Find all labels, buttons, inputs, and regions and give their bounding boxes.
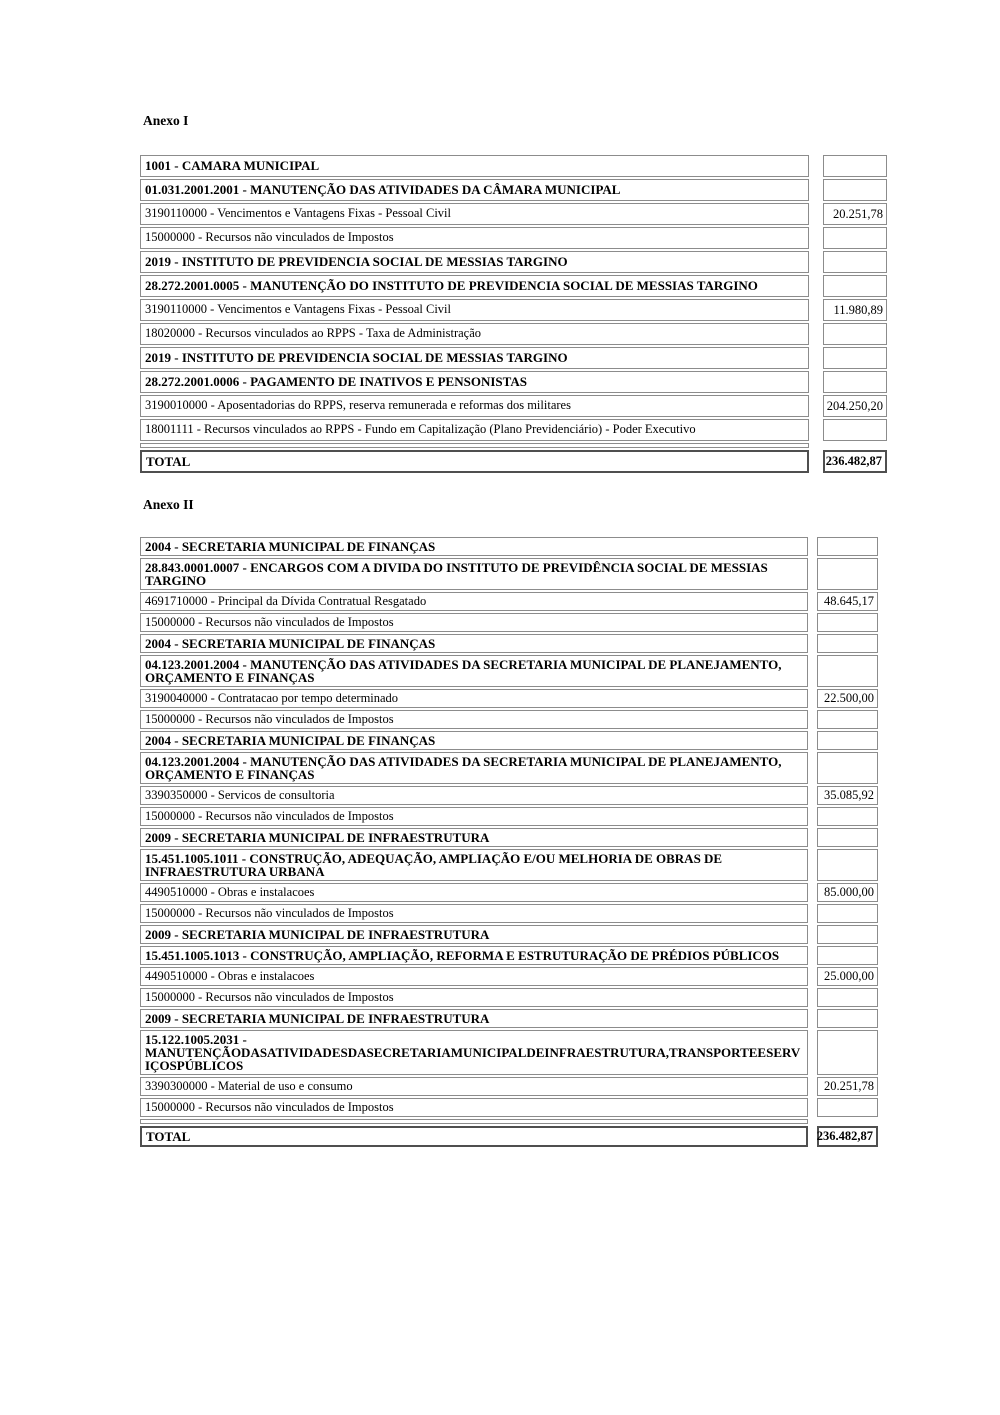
- section-header-row: [140, 925, 878, 944]
- section-header-row: [140, 371, 887, 393]
- section-header-row: [140, 275, 887, 297]
- anexo-2-section: [140, 497, 920, 1149]
- row-description: 15000000 - Recursos não vinculados de Impostos: [140, 807, 808, 826]
- row-description: 18020000 - Recursos vinculados ao RPPS - Taxa de Administração: [140, 323, 809, 345]
- row-description: 3390350000 - Servicos de consultoria: [140, 786, 808, 805]
- row-value: [817, 988, 878, 1007]
- row-description: 04.123.2001.2004 - MANUTENÇÃO DAS ATIVIDADES DA SECRETARIA MUNICIPAL DE PLANEJAMENTO, ORÇAMENTO E FINANÇAS: [140, 752, 808, 784]
- anexo-1-section: [140, 113, 920, 475]
- table-row: [140, 395, 887, 417]
- row-description: 15.451.1005.1013 - CONSTRUÇÃO, AMPLIAÇÃO, REFORMA E ESTRUTURAÇÃO DE PRÉDIOS PÚBLICOS: [140, 946, 808, 965]
- section-header-row: [140, 849, 878, 881]
- table-row: [140, 786, 878, 805]
- row-description: TOTAL: [140, 1126, 808, 1147]
- table-row: [140, 967, 878, 986]
- table-row: [140, 807, 878, 826]
- row-value: [823, 155, 887, 177]
- section-header-row: [140, 752, 878, 784]
- row-value: [817, 1030, 878, 1075]
- row-description: 15.451.1005.1011 - CONSTRUÇÃO, ADEQUAÇÃO, AMPLIAÇÃO E/OU MELHORIA DE OBRAS DE INFRAESTRUTURA URBANA: [140, 849, 808, 881]
- table-row: [140, 592, 878, 611]
- row-value: [823, 227, 887, 249]
- row-value: [817, 731, 878, 750]
- spacer-row: [140, 1119, 878, 1124]
- table-row: [140, 299, 887, 321]
- row-value: 204.250,20: [823, 395, 887, 417]
- row-description: 18001111 - Recursos vinculados ao RPPS - Fundo em Capitalização (Plano Previdenciário) - Poder Executivo: [140, 419, 809, 441]
- row-description: 3190110000 - Vencimentos e Vantagens Fixas - Pessoal Civil: [140, 299, 809, 321]
- row-description: 15000000 - Recursos não vinculados de Impostos: [140, 1098, 808, 1117]
- row-value: [817, 537, 878, 556]
- row-value: 11.980,89: [823, 299, 887, 321]
- row-value: 236.482,87: [823, 450, 887, 473]
- row-description: [140, 1119, 808, 1124]
- row-value: [817, 807, 878, 826]
- table-row: [140, 689, 878, 708]
- table-row: [140, 323, 887, 345]
- section-header-row: [140, 828, 878, 847]
- row-value: [823, 419, 887, 441]
- row-description: 15000000 - Recursos não vinculados de Impostos: [140, 227, 809, 249]
- row-description: TOTAL: [140, 450, 809, 473]
- section-header-row: [140, 655, 878, 687]
- section-header-row: [140, 558, 878, 590]
- row-value: [817, 710, 878, 729]
- table-row: [140, 203, 887, 225]
- section-header-row: [140, 347, 887, 369]
- section-header-row: [140, 537, 878, 556]
- row-value: [817, 752, 878, 784]
- row-description: 15000000 - Recursos não vinculados de Impostos: [140, 904, 808, 923]
- row-description: 1001 - CAMARA MUNICIPAL: [140, 155, 809, 177]
- row-description: 3190010000 - Aposentadorias do RPPS, reserva remunerada e reformas dos militares: [140, 395, 809, 417]
- spacer-row: [140, 443, 887, 448]
- row-value: [817, 1009, 878, 1028]
- table-row: [140, 613, 878, 632]
- section-header-row: [140, 179, 887, 201]
- row-description: 2004 - SECRETARIA MUNICIPAL DE FINANÇAS: [140, 537, 808, 556]
- table-row: [140, 710, 878, 729]
- row-description: 28.272.2001.0005 - MANUTENÇÃO DO INSTITUTO DE PREVIDENCIA SOCIAL DE MESSIAS TARGINO: [140, 275, 809, 297]
- row-description: 2009 - SECRETARIA MUNICIPAL DE INFRAESTRUTURA: [140, 925, 808, 944]
- row-value: [817, 925, 878, 944]
- row-value: 25.000,00: [817, 967, 878, 986]
- row-value: [817, 904, 878, 923]
- section-header-row: [140, 731, 878, 750]
- section-header-row: [140, 251, 887, 273]
- row-value: [817, 634, 878, 653]
- anexo-2-budget-table: [140, 537, 878, 1149]
- section-header-row: [140, 155, 887, 177]
- total-row: [140, 450, 887, 473]
- row-description: 3190040000 - Contratacao por tempo determinado: [140, 689, 808, 708]
- table-row: [140, 883, 878, 902]
- row-description: 2009 - SECRETARIA MUNICIPAL DE INFRAESTRUTURA: [140, 828, 808, 847]
- row-value: 35.085,92: [817, 786, 878, 805]
- row-description: 01.031.2001.2001 - MANUTENÇÃO DAS ATIVIDADES DA CÂMARA MUNICIPAL: [140, 179, 809, 201]
- row-description: 2019 - INSTITUTO DE PREVIDENCIA SOCIAL DE MESSIAS TARGINO: [140, 347, 809, 369]
- table-row: [140, 1098, 878, 1117]
- row-value: [817, 558, 878, 590]
- table-row: [140, 227, 887, 249]
- row-description: 2019 - INSTITUTO DE PREVIDENCIA SOCIAL DE MESSIAS TARGINO: [140, 251, 809, 273]
- anexo-1-title: Anexo I: [143, 113, 189, 128]
- row-value: [823, 179, 887, 201]
- table-row: [140, 904, 878, 923]
- row-value: 85.000,00: [817, 883, 878, 902]
- row-value: [823, 251, 887, 273]
- row-description: 4490510000 - Obras e instalacoes: [140, 967, 808, 986]
- table-row: [140, 988, 878, 1007]
- total-row: [140, 1126, 878, 1147]
- row-description: 15000000 - Recursos não vinculados de Impostos: [140, 710, 808, 729]
- section-header-row: [140, 946, 878, 965]
- anexo-2-title: Anexo II: [143, 497, 194, 512]
- row-value: 20.251,78: [823, 203, 887, 225]
- row-description: 15000000 - Recursos não vinculados de Impostos: [140, 613, 808, 632]
- row-value: [823, 323, 887, 345]
- row-description: 15000000 - Recursos não vinculados de Impostos: [140, 988, 808, 1007]
- row-value: 20.251,78: [817, 1077, 878, 1096]
- row-description: 4490510000 - Obras e instalacoes: [140, 883, 808, 902]
- row-value: 22.500,00: [817, 689, 878, 708]
- section-header-row: [140, 634, 878, 653]
- table-row: [140, 1077, 878, 1096]
- table-row: [140, 419, 887, 441]
- row-description: [140, 443, 809, 448]
- anexo-1-budget-table: [140, 155, 887, 475]
- section-header-row: [140, 1009, 878, 1028]
- section-header-row: [140, 1030, 878, 1075]
- row-value: [817, 613, 878, 632]
- row-description: 28.272.2001.0006 - PAGAMENTO DE INATIVOS E PENSONISTAS: [140, 371, 809, 393]
- row-description: 3190110000 - Vencimentos e Vantagens Fixas - Pessoal Civil: [140, 203, 809, 225]
- row-value: [817, 1098, 878, 1117]
- row-value: [823, 371, 887, 393]
- row-description: 4691710000 - Principal da Dívida Contratual Resgatado: [140, 592, 808, 611]
- row-value: [817, 828, 878, 847]
- row-value: [817, 655, 878, 687]
- row-value: 236.482,87: [817, 1126, 878, 1147]
- page-content: [140, 113, 920, 1149]
- row-description: 2009 - SECRETARIA MUNICIPAL DE INFRAESTRUTURA: [140, 1009, 808, 1028]
- row-description: 2004 - SECRETARIA MUNICIPAL DE FINANÇAS: [140, 731, 808, 750]
- row-description: 15.122.1005.2031 - MANUTENÇÃODASATIVIDADESDASECRETARIAMUNICIPALDEINFRAESTRUTURA,TRANSPORTEESERVIÇOSPÚBLICOS: [140, 1030, 808, 1075]
- row-value: 48.645,17: [817, 592, 878, 611]
- row-value: [823, 275, 887, 297]
- row-description: 3390300000 - Material de uso e consumo: [140, 1077, 808, 1096]
- row-description: 04.123.2001.2004 - MANUTENÇÃO DAS ATIVIDADES DA SECRETARIA MUNICIPAL DE PLANEJAMENTO, ORÇAMENTO E FINANÇAS: [140, 655, 808, 687]
- row-description: 2004 - SECRETARIA MUNICIPAL DE FINANÇAS: [140, 634, 808, 653]
- row-value: [817, 849, 878, 881]
- row-value: [817, 946, 878, 965]
- row-value: [823, 347, 887, 369]
- row-description: 28.843.0001.0007 - ENCARGOS COM A DIVIDA DO INSTITUTO DE PREVIDÊNCIA SOCIAL DE MESSIAS TARGINO: [140, 558, 808, 590]
